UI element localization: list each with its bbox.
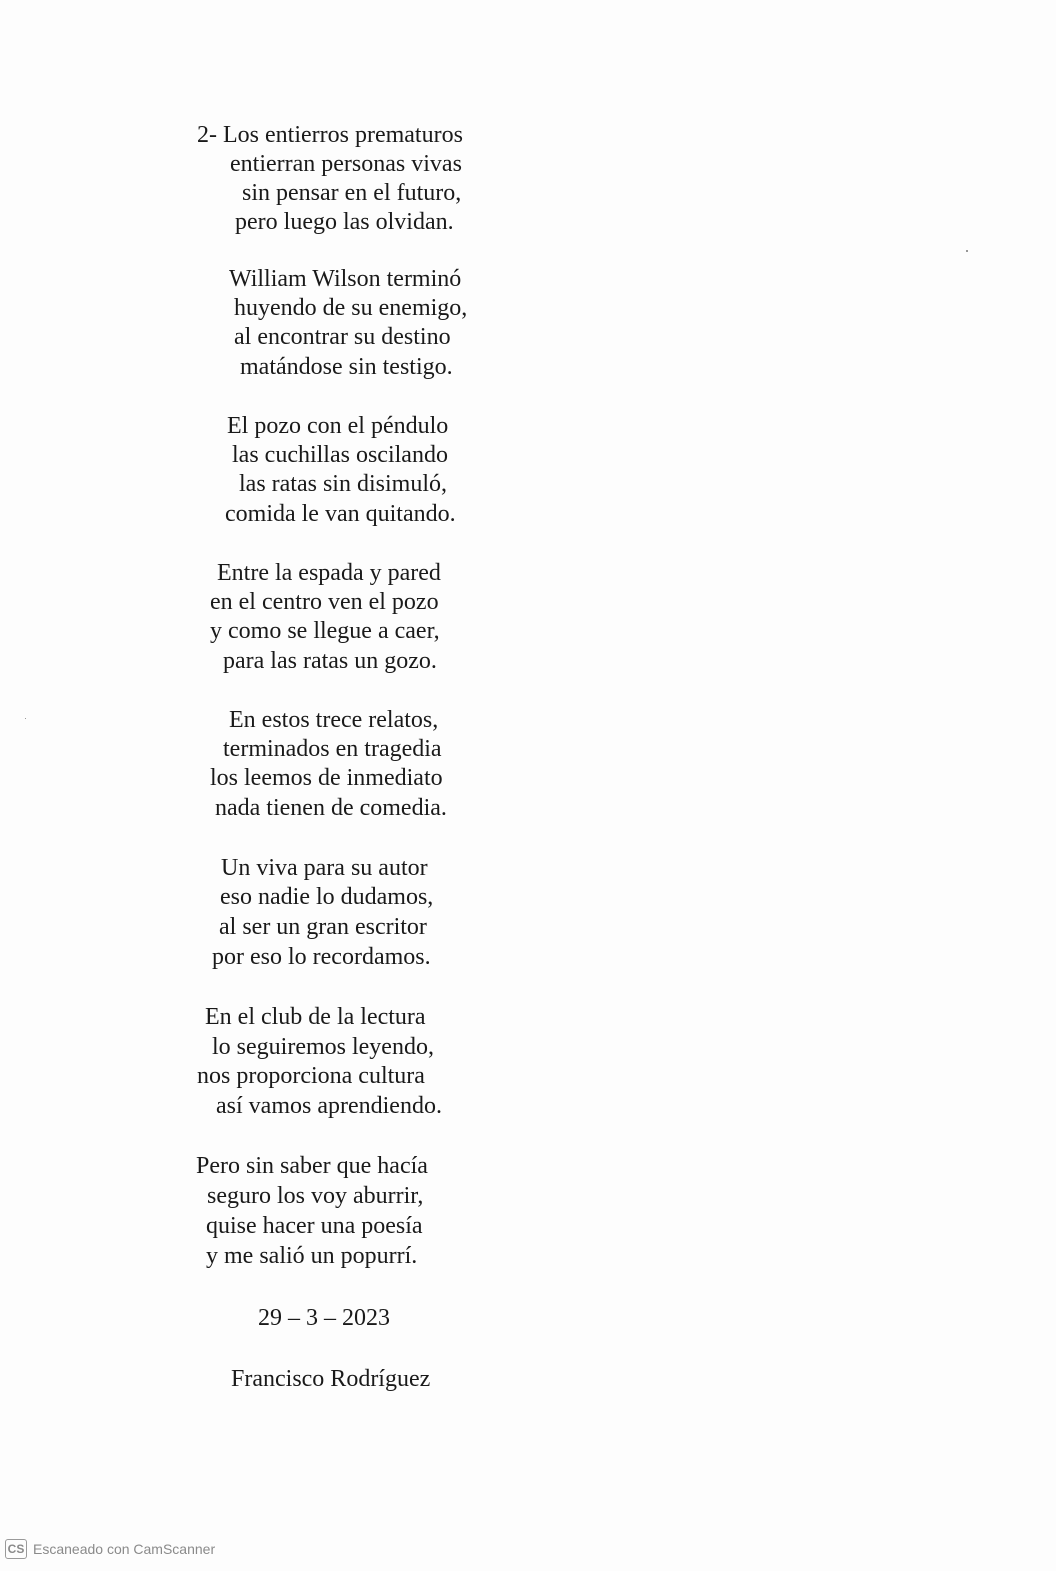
poem-line: las cuchillas oscilando [232, 442, 448, 468]
poem-line: pero luego las olvidan. [235, 209, 454, 235]
poem-date: 29 – 3 – 2023 [258, 1305, 390, 1331]
poem-line: matándose sin testigo. [240, 354, 453, 380]
poem-line: En el club de la lectura [205, 1004, 426, 1030]
poem-line: nos proporciona cultura [197, 1063, 425, 1089]
poem-line: así vamos aprendiendo. [216, 1093, 442, 1119]
poem-line: entierran personas vivas [230, 151, 462, 177]
poem-line: Pero sin saber que hacía [196, 1153, 428, 1179]
poem-line: en el centro ven el pozo [210, 589, 439, 615]
poem-author: Francisco Rodríguez [231, 1366, 431, 1392]
poem-line: 2- Los entierros prematuros [197, 122, 463, 148]
poem-line: las ratas sin disimuló, [239, 471, 447, 497]
poem-line: Un viva para su autor [221, 855, 428, 881]
poem-line: nada tienen de comedia. [215, 795, 447, 821]
poem-line: por eso lo recordamos. [212, 944, 431, 970]
poem-line: seguro los voy aburrir, [207, 1183, 424, 1209]
poem-line: Entre la espada y pared [217, 560, 441, 586]
poem-line: los leemos de inmediato [210, 765, 443, 791]
poem-line: al encontrar su destino [234, 324, 451, 350]
poem-line: quise hacer una poesía [206, 1213, 423, 1239]
poem-line: y como se llegue a caer, [210, 618, 440, 644]
poem-line: huyendo de su enemigo, [234, 295, 468, 321]
poem-line: comida le van quitando. [225, 501, 456, 527]
poem-line: eso nadie lo dudamos, [220, 884, 434, 910]
poem-line: lo seguiremos leyendo, [212, 1034, 434, 1060]
watermark-text: Escaneado con CamScanner [33, 1541, 216, 1557]
poem-line: terminados en tragedia [223, 736, 442, 762]
poem-line: para las ratas un gozo. [223, 648, 437, 674]
camscanner-logo-icon: CS [5, 1539, 27, 1559]
poem-line: William Wilson terminó [229, 266, 462, 292]
poem-line: sin pensar en el futuro, [242, 180, 462, 206]
poem-line: y me salió un popurrí. [206, 1243, 418, 1269]
scan-speck [966, 250, 968, 252]
poem-line: El pozo con el péndulo [227, 413, 449, 439]
poem-line: En estos trece relatos, [229, 707, 439, 733]
camscanner-watermark [5, 1537, 215, 1561]
scan-speck [25, 718, 26, 719]
poem-line: al ser un gran escritor [219, 914, 427, 940]
